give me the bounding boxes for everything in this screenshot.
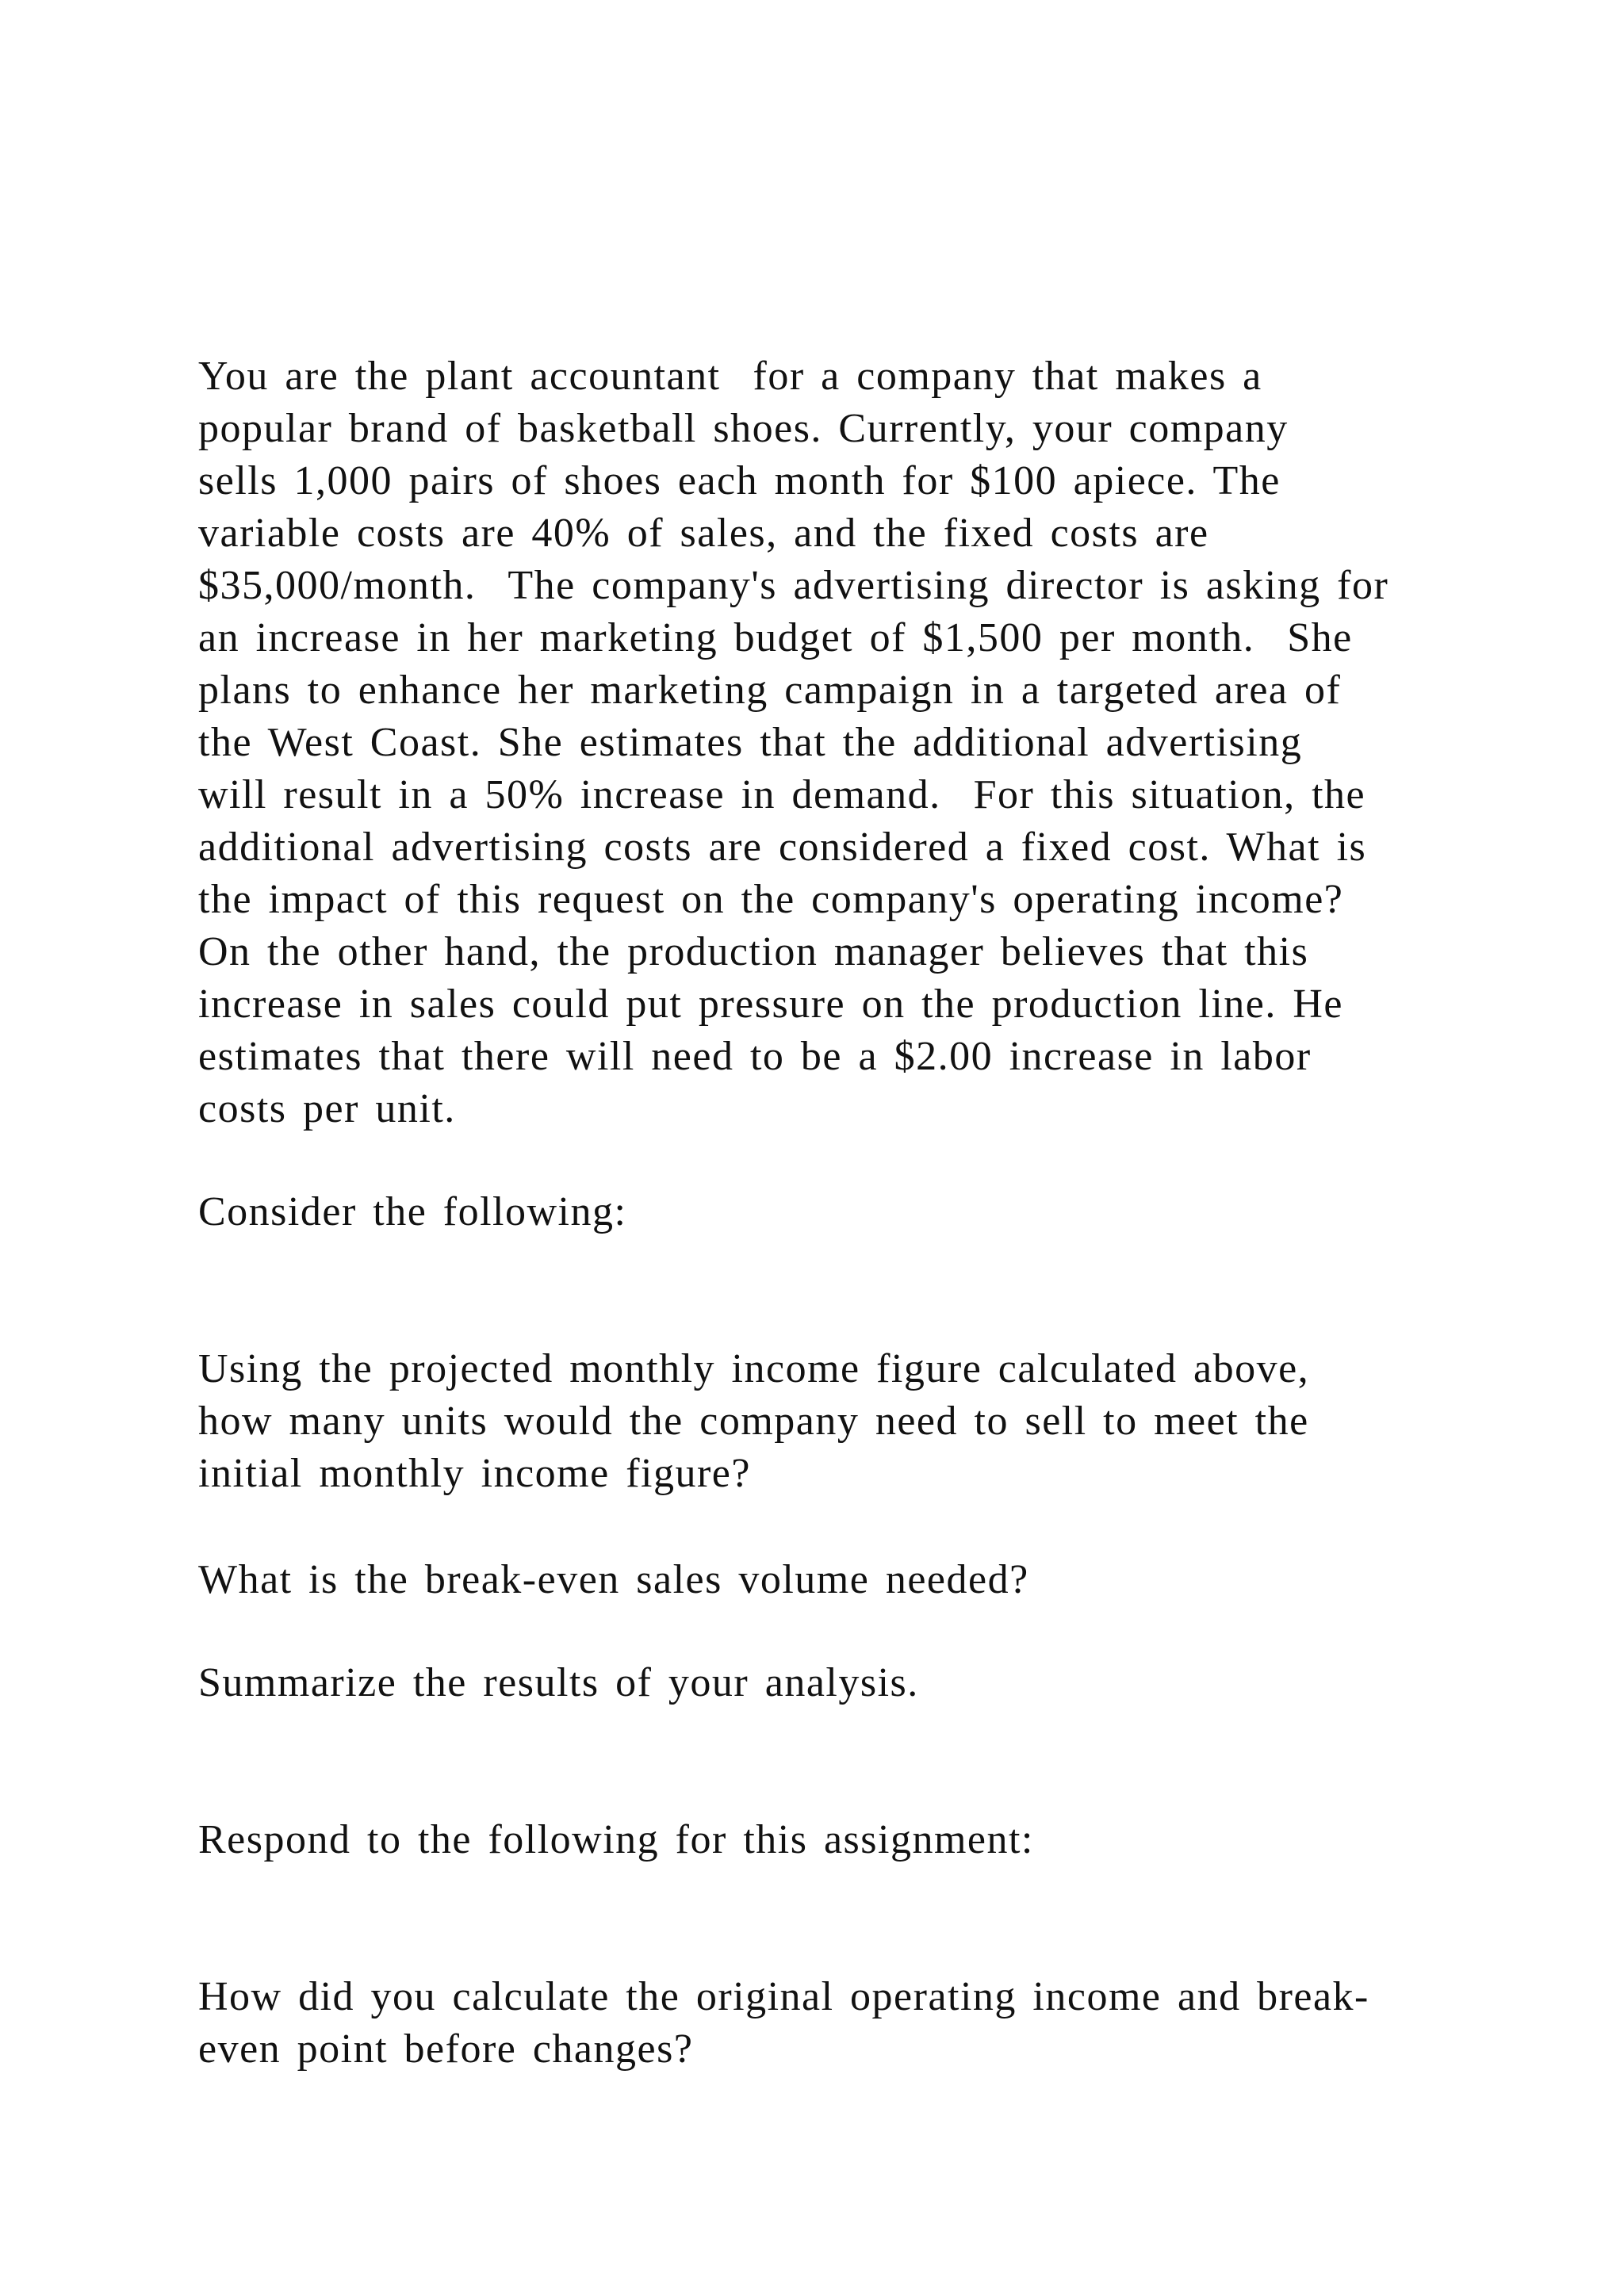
text-line: You are the plant accountant for a company that makes a [198, 354, 1262, 399]
text-line: the impact of this request on the company's operating income? [198, 877, 1344, 922]
text-line: variable costs are 40% of sales, and the fixed costs are [198, 511, 1209, 556]
question-original-calculation [198, 1971, 1483, 2076]
text-line: Using the projected monthly income figure calculated above, [198, 1346, 1310, 1391]
text-line: How did you calculate the original operating income and break- [198, 1974, 1369, 2019]
text-line: estimates that there will need to be a $2.00 increase in labor [198, 1034, 1312, 1079]
text-line: What is the break-even sales volume needed? [198, 1557, 1029, 1602]
text-line: Respond to the following for this assignment: [198, 1817, 1034, 1862]
text-line: $35,000/month. The company's advertising director is asking for [198, 563, 1389, 608]
text-line: sells 1,000 pairs of shoes each month for $100 apiece. The [198, 458, 1281, 503]
intro-paragraph [198, 350, 1483, 1135]
respond-heading [198, 1814, 1483, 1866]
question-break-even [198, 1554, 1483, 1606]
text-line: even point before changes? [198, 2026, 694, 2072]
text-line: additional advertising costs are considered a fixed cost. What is [198, 825, 1367, 870]
text-line: increase in sales could put pressure on the production line. He [198, 982, 1344, 1027]
text-line: plans to enhance her marketing campaign in a targeted area of [198, 668, 1342, 713]
text-line: how many units would the company need to sell to meet the [198, 1399, 1309, 1444]
text-line: popular brand of basketball shoes. Currently, your company [198, 406, 1289, 451]
text-line: the West Coast. She estimates that the additional advertising [198, 720, 1303, 765]
consider-heading [198, 1186, 1483, 1238]
question-units-needed [198, 1343, 1483, 1500]
text-line: initial monthly income figure? [198, 1451, 751, 1496]
text-line: will result in a 50% increase in demand. For this situation, the [198, 772, 1366, 817]
text-line: an increase in her marketing budget of $1,500 per month. She [198, 615, 1353, 660]
text-line: On the other hand, the production manager believes that this [198, 929, 1309, 974]
question-summarize [198, 1657, 1483, 1709]
text-line: Consider the following: [198, 1189, 627, 1234]
text-line: costs per unit. [198, 1086, 456, 1131]
text-line: Summarize the results of your analysis. [198, 1660, 919, 1705]
